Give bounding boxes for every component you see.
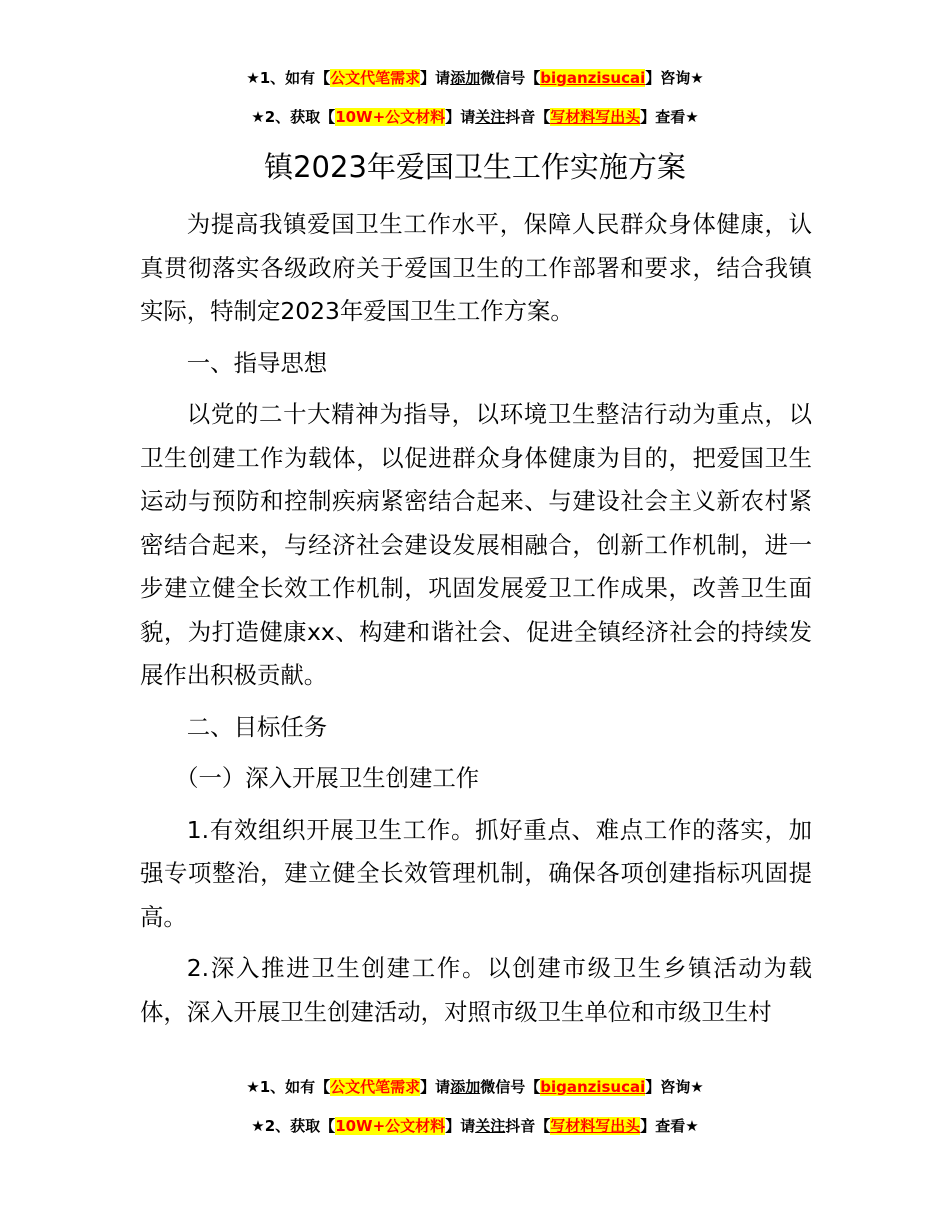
bottom-banner-line-1	[0, 1075, 950, 1099]
section-heading: 一、指导思想	[186, 348, 328, 377]
banner-underlined-text: 添加	[450, 1078, 481, 1096]
banner-text: 】请	[445, 1117, 476, 1135]
body-paragraph: 2.深入推进卫生创建工作。以创建市级卫生乡镇活动为载体，深入开展卫生创建活动，对照市级卫生单位和市级卫生村	[140, 954, 812, 1026]
banner-underlined-text: 添加	[450, 69, 481, 87]
subsection-heading: （一）深入开展卫生创建工作	[175, 764, 480, 792]
banner-text: 】查看★	[640, 108, 699, 126]
banner-highlight: 公文代笔需求	[330, 69, 421, 87]
douyin-account: 写材料写出头	[550, 108, 641, 126]
wechat-id: biganzisucai	[540, 1078, 646, 1096]
banner-highlight: 10W+公文材料	[335, 108, 446, 126]
banner-text: 】咨询★	[645, 69, 704, 87]
douyin-account: 写材料写出头	[550, 1117, 641, 1135]
wechat-id: biganzisucai	[540, 69, 646, 87]
banner-text: 抖音【	[505, 1117, 551, 1135]
intro-paragraph: 为提高我镇爱国卫生工作水平，保障人民群众身体健康，认真贯彻落实各级政府关于爱国卫生的工作部署和要求，结合我镇实际，特制定2023年爱国卫生工作方案。	[140, 210, 812, 325]
section-heading: 二、目标任务	[186, 712, 328, 741]
top-banner-line-2	[0, 105, 950, 129]
banner-text: ★1、如有【	[246, 69, 331, 87]
banner-text: ★2、获取【	[251, 108, 336, 126]
banner-text: 】请	[445, 108, 476, 126]
banner-text: ★2、获取【	[251, 1117, 336, 1135]
banner-text: 】请	[420, 69, 451, 87]
banner-text: 】咨询★	[645, 1078, 704, 1096]
body-paragraph: 以党的二十大精神为指导，以环境卫生整洁行动为重点，以卫生创建工作为载体，以促进群众身体健康为目的，把爱国卫生运动与预防和控制疾病紧密结合起来、与建设社会主义新农村紧密结合起来，与经济社会建设发展相融合，创新工作机制，进一步建立健全长效工作机制，巩固发展爱卫工作成果，改善卫生面貌，为打造健康xx、构建和谐社会、促进全镇经济社会的持续发展作出积极贡献。	[140, 400, 812, 689]
banner-underlined-text: 关注	[475, 1117, 506, 1135]
top-banner-line-1	[0, 66, 950, 90]
banner-text: 微信号【	[480, 1078, 541, 1096]
document-body	[140, 203, 812, 1042]
document-title: 镇2023年爱国卫生工作实施方案	[264, 150, 686, 184]
banner-text: ★1、如有【	[246, 1078, 331, 1096]
banner-highlight: 公文代笔需求	[330, 1078, 421, 1096]
banner-underlined-text: 关注	[475, 108, 506, 126]
body-paragraph: 1.有效组织开展卫生工作。抓好重点、难点工作的落实，加强专项整治，建立健全长效管理机制，确保各项创建指标巩固提高。	[140, 815, 812, 931]
banner-text: 抖音【	[505, 108, 551, 126]
bottom-banner-line-2	[0, 1114, 950, 1138]
banner-highlight: 10W+公文材料	[335, 1117, 446, 1135]
banner-text: 微信号【	[480, 69, 541, 87]
banner-text: 】请	[420, 1078, 451, 1096]
banner-text: 】查看★	[640, 1117, 699, 1135]
